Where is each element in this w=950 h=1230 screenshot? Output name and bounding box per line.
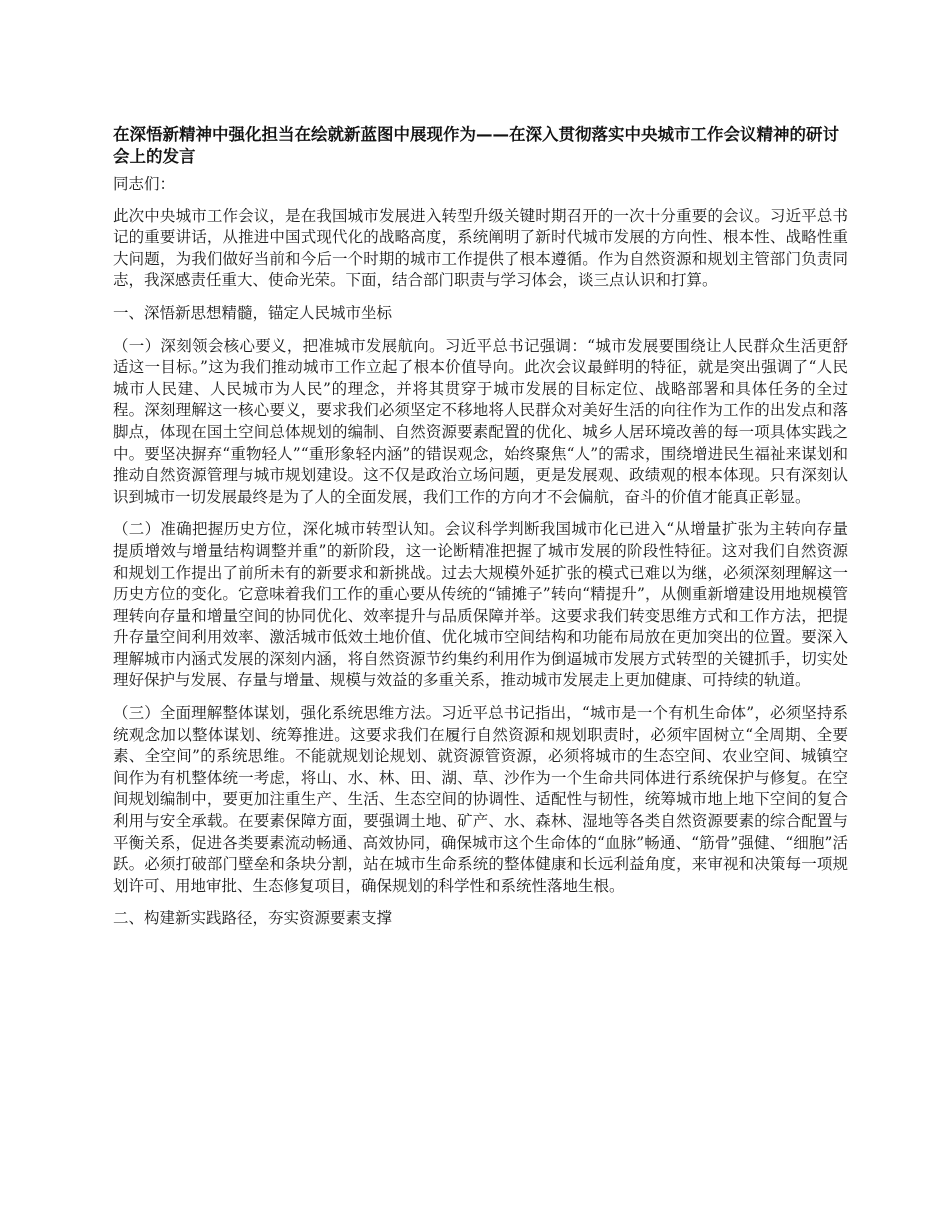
section-heading-1: 一、深悟新思想精髓，锚定人民城市坐标 bbox=[113, 303, 393, 322]
document-title: 在深悟新精神中强化担当在绘就新蓝图中展现作为——在深入贯彻落实中央城市工作会议精神的研讨会上的发言 bbox=[113, 125, 839, 166]
document-page bbox=[113, 124, 848, 941]
paragraph-1-3: （三）全面理解整体谋划，强化系统思维方法。习近平总书记指出，“城市是一个有机生命体”，必须坚持系统观念加以整体谋划、统筹推进。这要求我们在履行自然资源和规划职责时，必须牢固树立“全周期、全要素、全空间”的系统思维。不能就规划论规划、就资源管资源，必须将城市的生态空间、农业空间、城镇空间作为有机整体统一考虑，将山、水、林、田、湖、草、沙作为一个生命共同体进行系统保护与修复。在空间规划编制中，要更加注重生产、生活、生态空间的协调性、适配性与韧性，统筹城市地上地下空间的复合利用与安全承载。在要素保障方面，要强调土地、矿产、水、森林、湿地等各类自然资源要素的综合配置与平衡关系，促进各类要素流动畅通、高效协同，确保城市这个生命体的“血脉”畅通、“筋骨”强健、“细胞”活跃。必须打破部门壁垒和条块分割，站在城市生命系统的整体健康和长远利益角度，来审视和决策每一项规划许可、用地审批、生态修复项目，确保规划的科学性和系统性落地生根。 bbox=[113, 704, 848, 895]
salutation: 同志们： bbox=[113, 175, 176, 193]
paragraph-1-2: （二）准确把握历史方位，深化城市转型认知。会议科学判断我国城市化已进入“从增量扩张为主转向存量提质增效与增量结构调整并重”的新阶段，这一论断精准把握了城市发展的阶段性特征。这对我们自然资源和规划工作提出了前所未有的新要求和新挑战。过去大规模外延扩张的模式已难以为继，必须深刻理解这一历史方位的变化。它意味着我们工作的重心要从传统的“铺摊子”转向“精提升”，从侧重新增建设用地规模管理转向存量和增量空间的协同优化、效率提升与品质保障并举。这要求我们转变思维方式和工作方法，把提升存量空间利用效率、激活城市低效土地价值、优化城市空间结构和功能布局放在更加突出的位置。要深入理解城市内涵式发展的深刻内涵，将自然资源节约集约利用作为倒逼城市发展方式转型的关键抓手，切实处理好保护与发展、存量与增量、规模与效益的多重关系，推动城市发展走上更加健康、可持续的轨道。 bbox=[113, 520, 848, 690]
intro-paragraph: 此次中央城市工作会议，是在我国城市发展进入转型升级关键时期召开的一次十分重要的会议。习近平总书记的重要讲话，从推进中国式现代化的战略高度，系统阐明了新时代城市发展的方向性、根本性、战略性重大问题，为我们做好当前和今后一个时期的城市工作提供了根本遵循。作为自然资源和规划主管部门负责同志，我深感责任重大、使命光荣。下面，结合部门职责与学习体会，谈三点认识和打算。 bbox=[113, 206, 848, 290]
paragraph-1-1: （一）深刻领会核心要义，把准城市发展航向。习近平总书记强调：“城市发展要围绕让人民群众生活更舒适这一目标。”这为我们推动城市工作立起了根本价值导向。此次会议最鲜明的特征，就是突出强调了“人民城市人民建、人民城市为人民”的理念，并将其贯穿于城市发展的目标定位、战略部署和具体任务的全过程。深刻理解这一核心要义，要求我们必须坚定不移地将人民群众对美好生活的向往作为工作的出发点和落脚点，体现在国土空间总体规划的编制、自然资源要素配置的优化、城乡人居环境改善的每一项具体实践之中。要坚决摒弃“重物轻人”“重形象轻内涵”的错误观念，始终聚焦“人”的需求，围绕增进民生福祉来谋划和推动自然资源管理与城市规划建设。这不仅是政治立场问题，更是发展观、政绩观的根本体现。只有深刻认识到城市一切发展最终是为了人的全面发展，我们工作的方向才不会偏航，奋斗的价值才能真正彰显。 bbox=[113, 336, 848, 506]
section-heading-2: 二、构建新实践路径，夯实资源要素支撑 bbox=[113, 909, 393, 928]
